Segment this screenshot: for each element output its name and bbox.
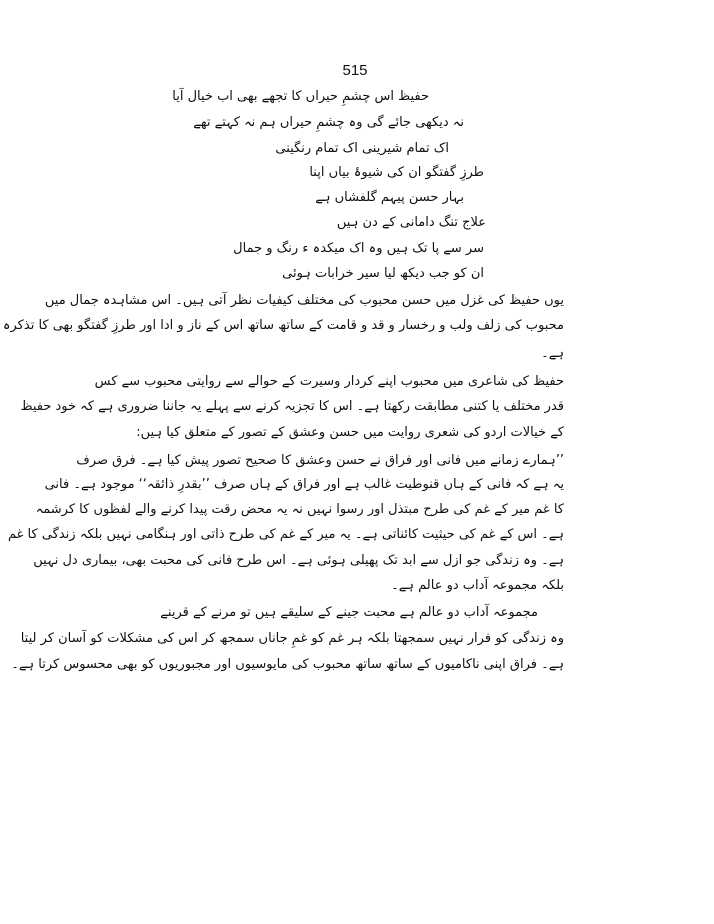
quote-line: بلکہ مجموعہ آداب دو عالم ہے۔ [391, 578, 564, 593]
quote-line: یہ ہے کہ فانی کے ہاں قنوطیت غالب ہے اور فراق کے ہاں صرف ’’بقدرِ ذائقہ‘‘ موجود ہے۔ فانی [44, 477, 564, 492]
verse-line: علاج تنگ دامانی کے دن ہیں [336, 215, 486, 230]
quote-line: ہے۔ اس کے غم کی حیثیت کائناتی ہے۔ یہ میر کے غم کی طرح ذاتی اور ہنگامی نہیں بلکہ زندگی کا غم [7, 527, 564, 542]
paragraph-line: کے خیالات اردو کی شعری روایت میں حسن وعشق کے تصور کے متعلق کیا ہیں: [136, 425, 564, 440]
paragraph-line: محبوب کی زلف ولب و رخسار و قد و قامت کے ساتھ ساتھ اس کے ناز و ادا اور طرزِ گفتگو بھی کا تذکرہ [2, 318, 564, 333]
quote-line: ’’ہمارے زمانے میں فانی اور فراق نے حسن وعشق کا صحیح تصور پیش کیا ہے۔ فرق صرف [76, 453, 564, 468]
paragraph-line: یوں حفیظ کی غزل میں حسن محبوب کی مختلف کیفیات نظر آتی ہیں۔ اس مشاہدہ جمال میں [44, 293, 564, 308]
verse-line: اک تمام شیرینی اک تمام رنگینی [275, 141, 449, 156]
verse-line: ان کو جب دیکھ لیا سیر خرابات ہوئی [282, 266, 484, 281]
verse-line: نہ دیکھی جائے گی وہ چشمِ حیراں ہم نہ کہتے تھے [193, 115, 464, 130]
paragraph-line: حفیظ کی شاعری میں محبوب اپنے کردار وسیرت کے حوالے سے روایتی محبوب سے کس [94, 374, 564, 389]
paragraph-line: وہ زندگی کو فرار نہیں سمجھتا بلکہ ہر غم کو غمِ جاناں سمجھ کر اس کی مشکلات کو آسان کر لیتا [20, 631, 564, 646]
paragraph-line: ہے۔ [541, 346, 564, 361]
verse-line: سر سے پا تک ہیں وہ اک میکدہ ء رنگ و جمال [233, 241, 484, 256]
verse-line: بہار حسن پیہم گلفشاں ہے [315, 190, 464, 205]
verse-line: طرزِ گفتگو ان کی شیوۂ بیاں اپنا [309, 165, 484, 180]
quote-line: ہے۔ وہ زندگی جو ازل سے ابد تک پھیلی ہوئی ہے۔ اس طرح فانی کی محبت بھی، بیماری دل نہیں [33, 553, 564, 568]
quote-line: کا غم میر کے غم کی طرح مبتذل اور رسوا نہیں نہ یہ محض رقت پیدا کرنے والے لفظوں کا کرشمہ [35, 502, 564, 517]
paragraph-line: قدر مختلف یا کتنی مطابقت رکھتا ہے۔ اس کا تجزیہ کرنے سے پہلے یہ جاننا ضروری ہے کہ خود حفیظ [20, 399, 564, 414]
paragraph-line: ہے۔ فراق اپنی ناکامیوں کے ساتھ ساتھ محبوب کی مایوسیوں اور مجبوریوں کو بھی محسوس کرتا ہے۔ [11, 657, 564, 672]
verse-line: مجموعہ آداب دو عالم ہے محبت جینے کے سلیقے ہیں تو مرنے کے قرینے [160, 605, 538, 620]
page-number: 515 [342, 62, 368, 79]
verse-line: حفیظ اس چشمِ حیراں کا تجھے بھی اب خیال آیا [172, 89, 429, 104]
